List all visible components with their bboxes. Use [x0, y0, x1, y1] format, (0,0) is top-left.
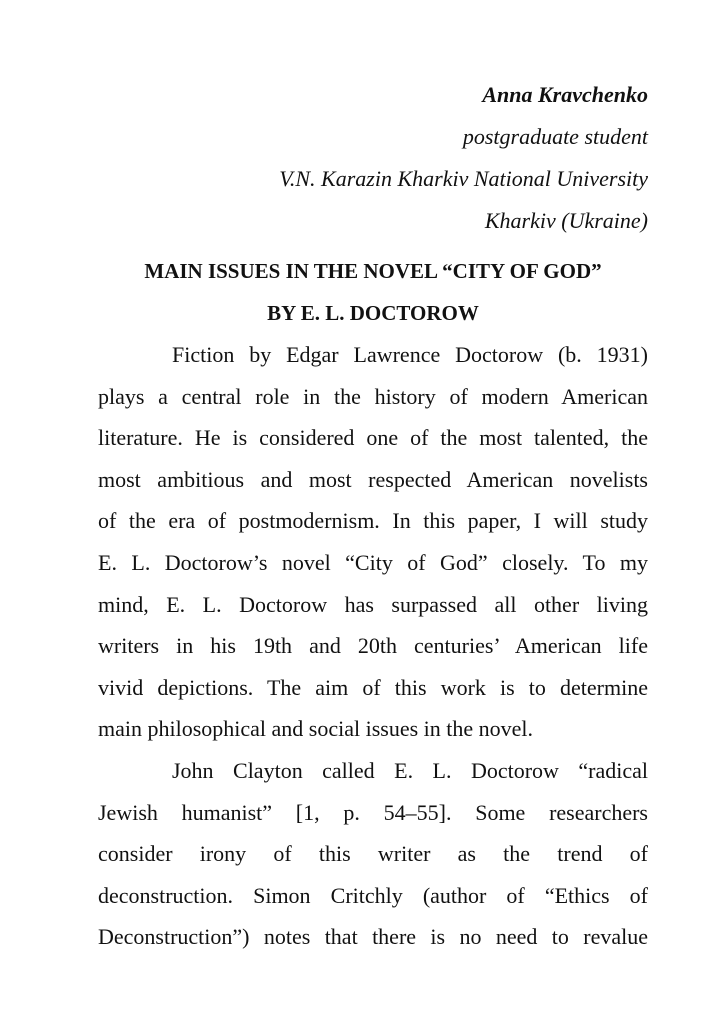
paragraph-line: writers in his 19th and 20th centuries’ American life [98, 633, 648, 659]
paragraph-line: literature. He is considered one of the most talented, the [98, 425, 648, 451]
author-location: Kharkiv (Ukraine) [484, 208, 648, 233]
paragraph-1 [98, 334, 648, 750]
paper-title-line-1: MAIN ISSUES IN THE NOVEL “CITY OF GOD” [144, 259, 602, 283]
paragraph-line: deconstruction. Simon Critchly (author of “Ethics of [98, 882, 648, 908]
author-university: V.N. Karazin Kharkiv National University [279, 166, 648, 191]
paper-title-line-2: BY E. L. DOCTOROW [267, 301, 479, 325]
paragraph-line: Fiction by Edgar Lawrence Doctorow (b. 1931) [172, 342, 648, 367]
paragraph-2 [98, 750, 648, 958]
paragraph-line: plays a central role in the history of modern American [98, 383, 648, 409]
paragraph-line: E. L. Doctorow’s novel “City of God” closely. To my [98, 549, 648, 575]
paragraph-line: of the era of postmodernism. In this paper, I will study [98, 508, 648, 534]
paragraph-line: most ambitious and most respected American novelists [98, 466, 648, 492]
paragraph-line: mind, E. L. Doctorow has surpassed all other living [98, 591, 648, 617]
author-position: postgraduate student [462, 124, 648, 149]
author-block [279, 74, 648, 242]
paragraph-line: John Clayton called E. L. Doctorow “radical [172, 758, 648, 783]
paragraph-line: main philosophical and social issues in the novel. [98, 716, 534, 742]
author-name: Anna Kravchenko [482, 82, 648, 107]
paragraph-line: vivid depictions. The aim of this work is to determine [98, 674, 648, 700]
paragraph-line: Jewish humanist” [1, p. 54–55]. Some researchers [98, 799, 648, 825]
paragraph-line: consider irony of this writer as the trend of [98, 841, 648, 867]
paragraph-line: Deconstruction”) notes that there is no need to revalue [98, 924, 648, 950]
